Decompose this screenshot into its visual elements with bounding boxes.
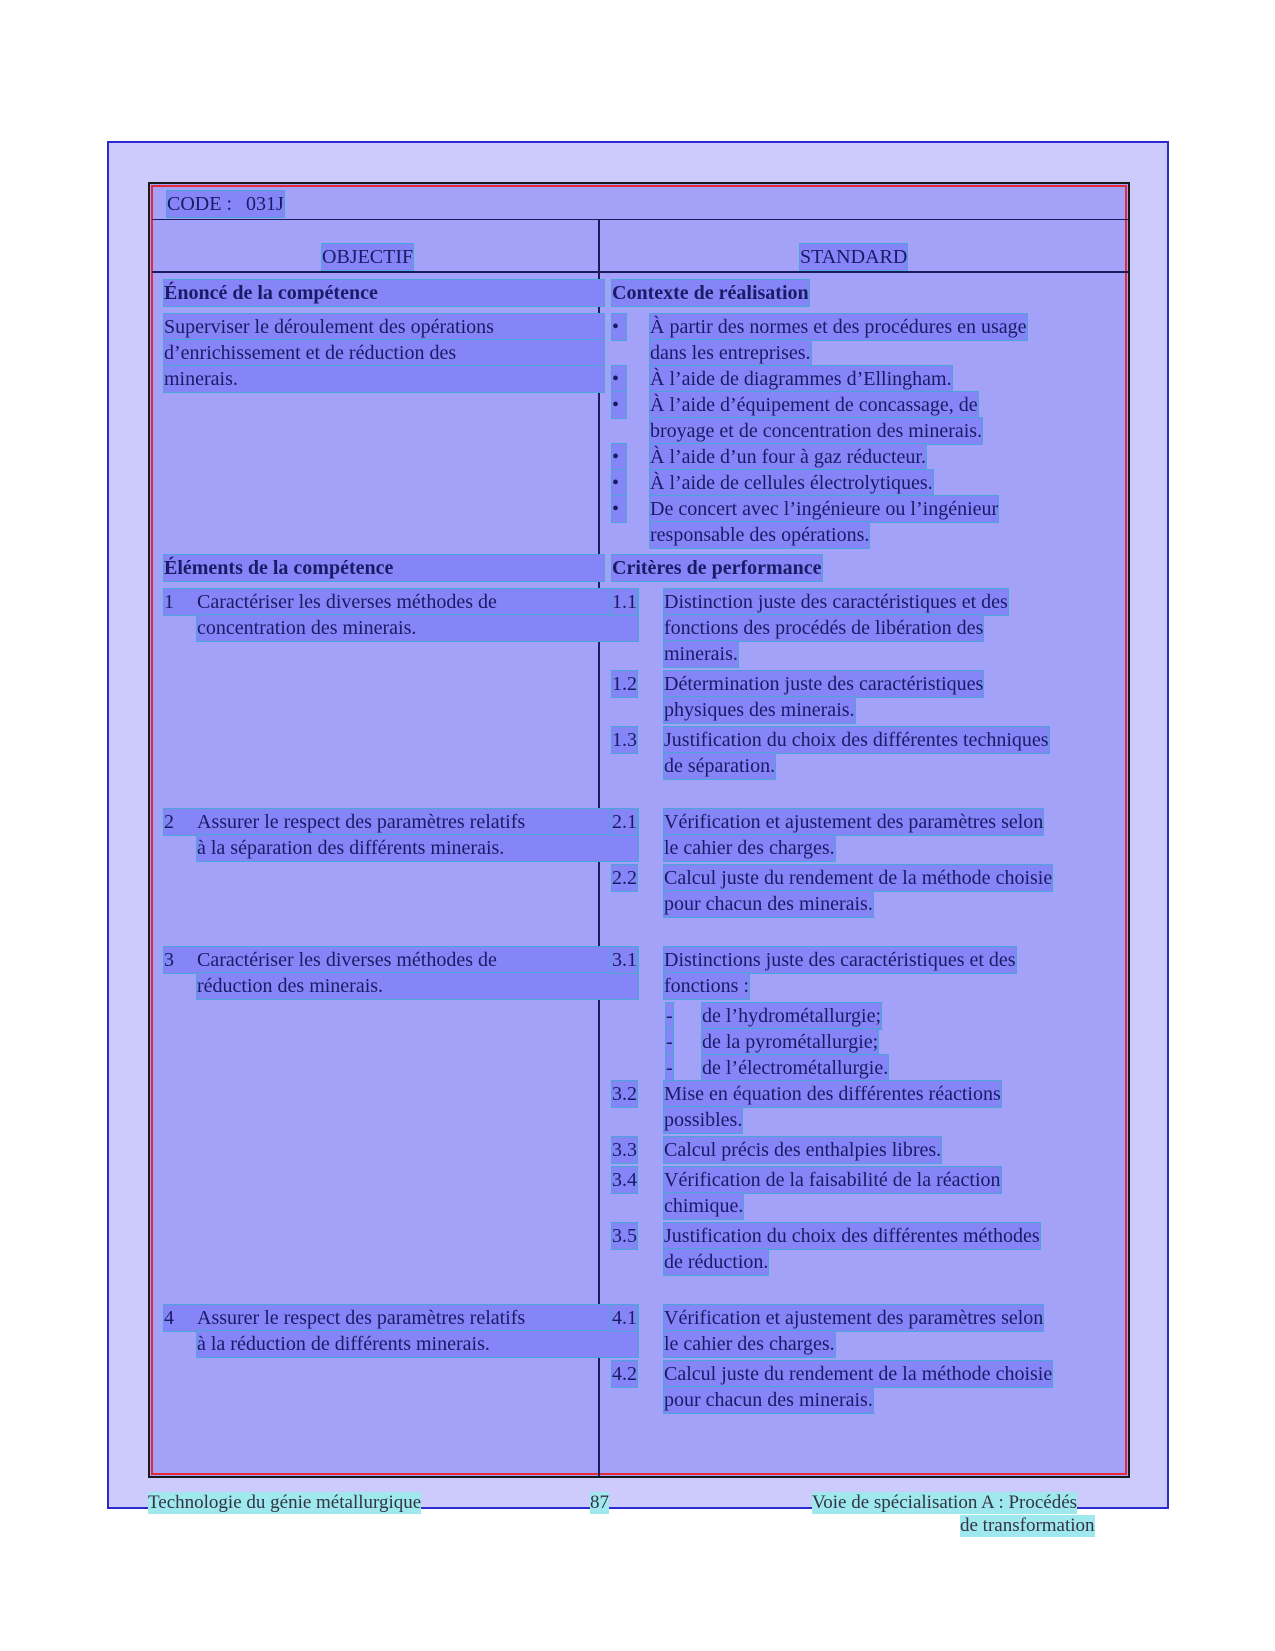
critere-number: 3.4 <box>612 1169 637 1191</box>
element-text: Caractériser les diverses méthodes de <box>197 591 497 613</box>
critere-text: Calcul juste du rendement de la méthode choisie <box>664 867 1053 889</box>
contexte-item: À l’aide de cellules électrolytiques. <box>650 472 933 494</box>
dash-glyph: - <box>666 1057 673 1079</box>
element-text: Caractériser les diverses méthodes de <box>197 949 497 971</box>
critere-text: le cahier des charges. <box>664 1333 835 1355</box>
critere-text: Vérification et ajustement des paramètres selon <box>664 811 1044 833</box>
critere-number: 1.1 <box>612 591 637 613</box>
dash-glyph: - <box>666 1005 673 1027</box>
code-value: 031J <box>246 193 284 215</box>
bullet-glyph: • <box>612 444 626 470</box>
column-header-divider <box>152 271 1128 273</box>
contexte-item: À l’aide de diagrammes d’Ellingham. <box>650 368 952 390</box>
critere-number: 2.2 <box>612 867 637 889</box>
header-divider <box>152 219 1128 220</box>
element-line <box>164 809 638 835</box>
element-line <box>164 947 638 973</box>
criteres-title: Critères de performance <box>612 557 822 579</box>
code-label: CODE : <box>167 193 232 215</box>
critere-text: pour chacun des minerais. <box>664 1389 873 1411</box>
footer-page-number: 87 <box>590 1492 609 1513</box>
dash-glyph: - <box>666 1031 673 1053</box>
enonce-line: minerais. <box>164 366 604 392</box>
element-text: Assurer le respect des paramètres relatifs <box>197 1307 526 1329</box>
element-number: 2 <box>164 811 174 833</box>
enonce-line: Superviser le déroulement des opérations <box>164 314 604 340</box>
contexte-item: À l’aide d’équipement de concassage, de <box>650 394 978 416</box>
element-text: à la réduction de différents minerais. <box>197 1331 638 1357</box>
critere-text: de séparation. <box>664 755 776 777</box>
bullet-glyph: • <box>612 392 626 418</box>
bullet-glyph: • <box>612 470 626 496</box>
critere-number: 1.2 <box>612 673 637 695</box>
contexte-item: broyage et de concentration des minerais. <box>650 420 983 442</box>
critere-text: Justification du choix des différentes méthodes <box>664 1225 1040 1247</box>
competency-code <box>167 191 284 217</box>
critere-text: Calcul juste du rendement de la méthode choisie <box>664 1363 1053 1385</box>
bullet-glyph: • <box>612 496 626 522</box>
enonce-line: d’enrichissement et de réduction des <box>164 340 604 366</box>
critere-number: 1.3 <box>612 729 637 751</box>
critere-text: pour chacun des minerais. <box>664 893 873 915</box>
critere-number: 2.1 <box>612 811 637 833</box>
critere-text: Distinction juste des caractéristiques et des <box>664 591 1008 613</box>
contexte-item: À partir des normes et des procédures en usage <box>650 316 1027 338</box>
contexte-item: De concert avec l’ingénieure ou l’ingénieur <box>650 498 999 520</box>
footer-right: Voie de spécialisation A : Procédés <box>812 1492 1078 1513</box>
objectif-header: OBJECTIF <box>322 246 414 268</box>
element-text: réduction des minerais. <box>197 973 638 999</box>
contexte-title: Contexte de réalisation <box>612 282 809 304</box>
critere-text: physiques des minerais. <box>664 699 855 721</box>
element-line <box>164 589 638 615</box>
critere-text: Vérification de la faisabilité de la réaction <box>664 1169 1001 1191</box>
element-number: 4 <box>164 1307 174 1329</box>
contexte-item: À l’aide d’un four à gaz réducteur. <box>650 446 926 468</box>
critere-text: Détermination juste des caractéristiques <box>664 673 984 695</box>
standard-header: STANDARD <box>800 246 908 268</box>
critere-text: Distinctions juste des caractéristiques et des <box>664 949 1016 971</box>
critere-text: de réduction. <box>664 1251 769 1273</box>
critere-number: 4.2 <box>612 1363 637 1385</box>
element-text: concentration des minerais. <box>197 615 638 641</box>
footer-right: de transformation <box>960 1515 1095 1536</box>
contexte-item: responsable des opérations. <box>650 524 870 546</box>
element-line <box>164 1305 638 1331</box>
critere-text: chimique. <box>664 1195 744 1217</box>
element-number: 3 <box>164 949 174 971</box>
element-text: Assurer le respect des paramètres relatifs <box>197 811 526 833</box>
critere-subitem: de la pyrométallurgie; <box>702 1031 879 1053</box>
critere-number: 3.1 <box>612 949 637 971</box>
element-number: 1 <box>164 591 174 613</box>
critere-text: fonctions des procédés de libération des <box>664 617 984 639</box>
elements-title: Éléments de la compétence <box>164 555 604 581</box>
critere-number: 3.5 <box>612 1225 637 1247</box>
critere-subitem: de l’électrométallurgie. <box>702 1057 889 1079</box>
critere-text: le cahier des charges. <box>664 837 835 859</box>
critere-subitem: de l’hydrométallurgie; <box>702 1005 882 1027</box>
critere-text: Justification du choix des différentes techniques <box>664 729 1049 751</box>
critere-text: minerais. <box>664 643 738 665</box>
element-text: à la séparation des différents minerais. <box>197 835 638 861</box>
critere-text: Calcul précis des enthalpies libres. <box>664 1139 942 1161</box>
enonce-title: Énoncé de la compétence <box>164 280 604 306</box>
critere-text: fonctions : <box>664 975 749 997</box>
critere-number: 3.3 <box>612 1139 637 1161</box>
footer-left: Technologie du génie métallurgique <box>148 1492 422 1513</box>
critere-text: Mise en équation des différentes réactions <box>664 1083 1001 1105</box>
critere-number: 3.2 <box>612 1083 637 1105</box>
contexte-item: dans les entreprises. <box>650 342 811 364</box>
bullet-glyph: • <box>612 366 626 392</box>
bullet-glyph: • <box>612 314 626 340</box>
critere-text: possibles. <box>664 1109 743 1131</box>
critere-number: 4.1 <box>612 1307 637 1329</box>
critere-text: Vérification et ajustement des paramètres selon <box>664 1307 1044 1329</box>
